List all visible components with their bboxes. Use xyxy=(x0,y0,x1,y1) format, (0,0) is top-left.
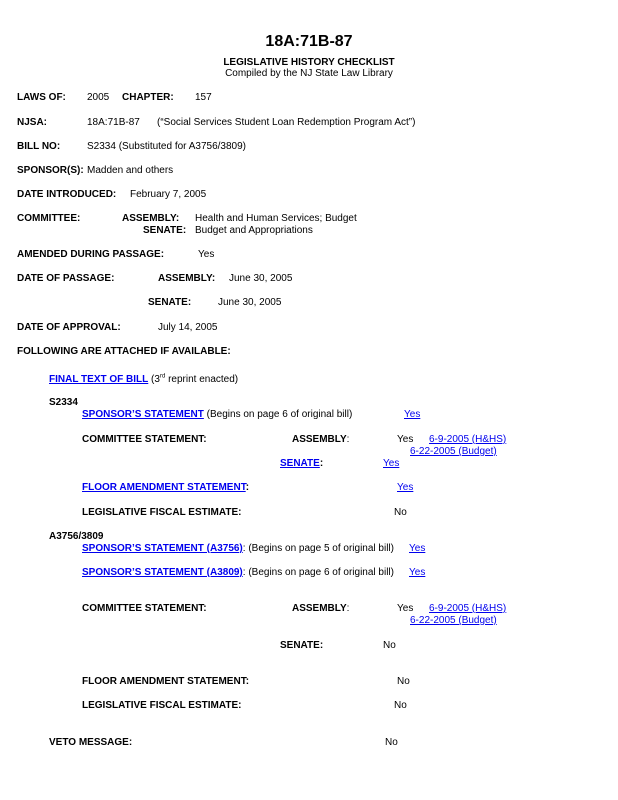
s2334-sponsor-value-link[interactable]: Yes xyxy=(404,409,421,420)
final-text-pre: (3 xyxy=(151,374,160,385)
passage-assembly-value: June 30, 2005 xyxy=(229,273,293,284)
date-of-approval-value: July 14, 2005 xyxy=(158,322,218,333)
s2334-floor-row xyxy=(82,482,249,494)
date-introduced-label: DATE INTRODUCED: xyxy=(17,189,117,200)
s2334-assembly-colon: : xyxy=(346,434,350,445)
a3756-sponsor2-value-link[interactable]: Yes xyxy=(409,567,426,578)
s2334-floor-value-link[interactable]: Yes xyxy=(397,482,414,493)
s2334-sponsor-link[interactable]: SPONSOR’S STATEMENT xyxy=(82,409,204,420)
date-introduced-value: February 7, 2005 xyxy=(130,189,207,200)
s2334-assembly-link-budget[interactable]: 6-22-2005 (Budget) xyxy=(410,446,497,457)
compiled-by: Compiled by the NJ State Law Library xyxy=(225,68,393,79)
s2334-floor-link[interactable]: FLOOR AMENDMENT STATEMENT xyxy=(82,482,246,493)
s2334-fiscal-label: LEGISLATIVE FISCAL ESTIMATE: xyxy=(82,507,242,518)
a3756-sponsor1-link[interactable]: SPONSOR’S STATEMENT (A3756) xyxy=(82,543,243,554)
sponsors-label: SPONSOR(S): xyxy=(17,165,84,176)
njsa-label: NJSA: xyxy=(17,117,48,128)
sponsors-value: Madden and others xyxy=(87,165,174,176)
bill-no-label: BILL NO: xyxy=(17,141,61,152)
document-title: 18A:71B-87 xyxy=(265,33,353,50)
a3756-sponsor1-row xyxy=(82,543,394,555)
s2334-senate-link[interactable]: SENATE xyxy=(280,458,320,469)
committee-assembly-value: Health and Human Services; Budget xyxy=(195,213,357,224)
s2334-committee-label: COMMITTEE STATEMENT: xyxy=(82,434,207,445)
date-of-approval-label: DATE OF APPROVAL: xyxy=(17,322,121,333)
chapter-value: 157 xyxy=(195,92,212,103)
s2334-assembly-label xyxy=(292,434,349,446)
final-text-row xyxy=(49,374,238,386)
s2334-floor-colon: : xyxy=(245,482,250,493)
a3756-sponsor2-note: : (Begins on page 6 of original bill) xyxy=(242,567,394,578)
s2334-assembly-label-text: ASSEMBLY xyxy=(292,434,347,445)
a3756-senate-value: No xyxy=(383,640,396,651)
a3756-floor-label: FLOOR AMENDMENT STATEMENT: xyxy=(82,676,250,687)
passage-senate-value: June 30, 2005 xyxy=(218,297,282,308)
document-subtitle: LEGISLATIVE HISTORY CHECKLIST xyxy=(223,57,395,68)
njsa-value: 18A:71B-87 xyxy=(87,117,140,128)
a3756-committee-label: COMMITTEE STATEMENT: xyxy=(82,603,207,614)
committee-senate-label: SENATE: xyxy=(143,225,187,236)
s2334-senate-value-link[interactable]: Yes xyxy=(383,458,400,469)
a3756-heading: A3756/3809 xyxy=(49,531,104,542)
committee-label: COMMITTEE: xyxy=(17,213,81,224)
a3756-sponsor1-note: : (Begins on page 5 of original bill) xyxy=(242,543,394,554)
a3756-fiscal-label: LEGISLATIVE FISCAL ESTIMATE: xyxy=(82,700,242,711)
s2334-sponsor-row xyxy=(82,409,352,421)
date-of-passage-label: DATE OF PASSAGE: xyxy=(17,273,115,284)
a3756-senate-label: SENATE: xyxy=(280,640,324,651)
veto-label: VETO MESSAGE: xyxy=(49,737,133,748)
final-text-link[interactable]: FINAL TEXT OF BILL xyxy=(49,374,149,385)
passage-assembly-label: ASSEMBLY: xyxy=(158,273,216,284)
a3756-sponsor2-link[interactable]: SPONSOR’S STATEMENT (A3809) xyxy=(82,567,243,578)
s2334-heading: S2334 xyxy=(49,397,78,408)
amended-label: AMENDED DURING PASSAGE: xyxy=(17,249,165,260)
s2334-senate-colon: : xyxy=(319,458,324,469)
a3756-assembly-value: Yes xyxy=(397,603,414,614)
a3756-assembly-link-hhs[interactable]: 6-9-2005 (H&HS) xyxy=(429,603,507,614)
attached-heading: FOLLOWING ARE ATTACHED IF AVAILABLE: xyxy=(17,346,231,357)
a3756-assembly-label xyxy=(292,603,349,615)
veto-value: No xyxy=(385,737,398,748)
committee-assembly-label: ASSEMBLY: xyxy=(122,213,180,224)
a3756-assembly-colon: : xyxy=(346,603,350,614)
final-text-post: reprint enacted) xyxy=(165,374,239,385)
laws-of-year: 2005 xyxy=(87,92,110,103)
passage-senate-label: SENATE: xyxy=(148,297,192,308)
s2334-assembly-link-hhs[interactable]: 6-9-2005 (H&HS) xyxy=(429,434,507,445)
s2334-assembly-value: Yes xyxy=(397,434,414,445)
s2334-sponsor-note: (Begins on page 6 of original bill) xyxy=(206,409,353,420)
s2334-fiscal-value: No xyxy=(394,507,407,518)
a3756-assembly-link-budget[interactable]: 6-22-2005 (Budget) xyxy=(410,615,497,626)
act-name: (“Social Services Student Loan Redemption Program Act”) xyxy=(157,117,416,128)
committee-senate-value: Budget and Appropriations xyxy=(195,225,313,236)
chapter-label: CHAPTER: xyxy=(122,92,174,103)
a3756-sponsor2-row xyxy=(82,567,394,579)
final-text-sup: rd xyxy=(159,373,166,380)
a3756-assembly-label-text: ASSEMBLY xyxy=(292,603,347,614)
bill-no-value: S2334 (Substituted for A3756/3809) xyxy=(87,141,247,152)
a3756-sponsor1-value-link[interactable]: Yes xyxy=(409,543,426,554)
a3756-floor-value: No xyxy=(397,676,410,687)
laws-of-label: LAWS OF: xyxy=(17,92,66,103)
s2334-senate-row xyxy=(280,458,323,470)
amended-value: Yes xyxy=(198,249,215,260)
a3756-fiscal-value: No xyxy=(394,700,407,711)
